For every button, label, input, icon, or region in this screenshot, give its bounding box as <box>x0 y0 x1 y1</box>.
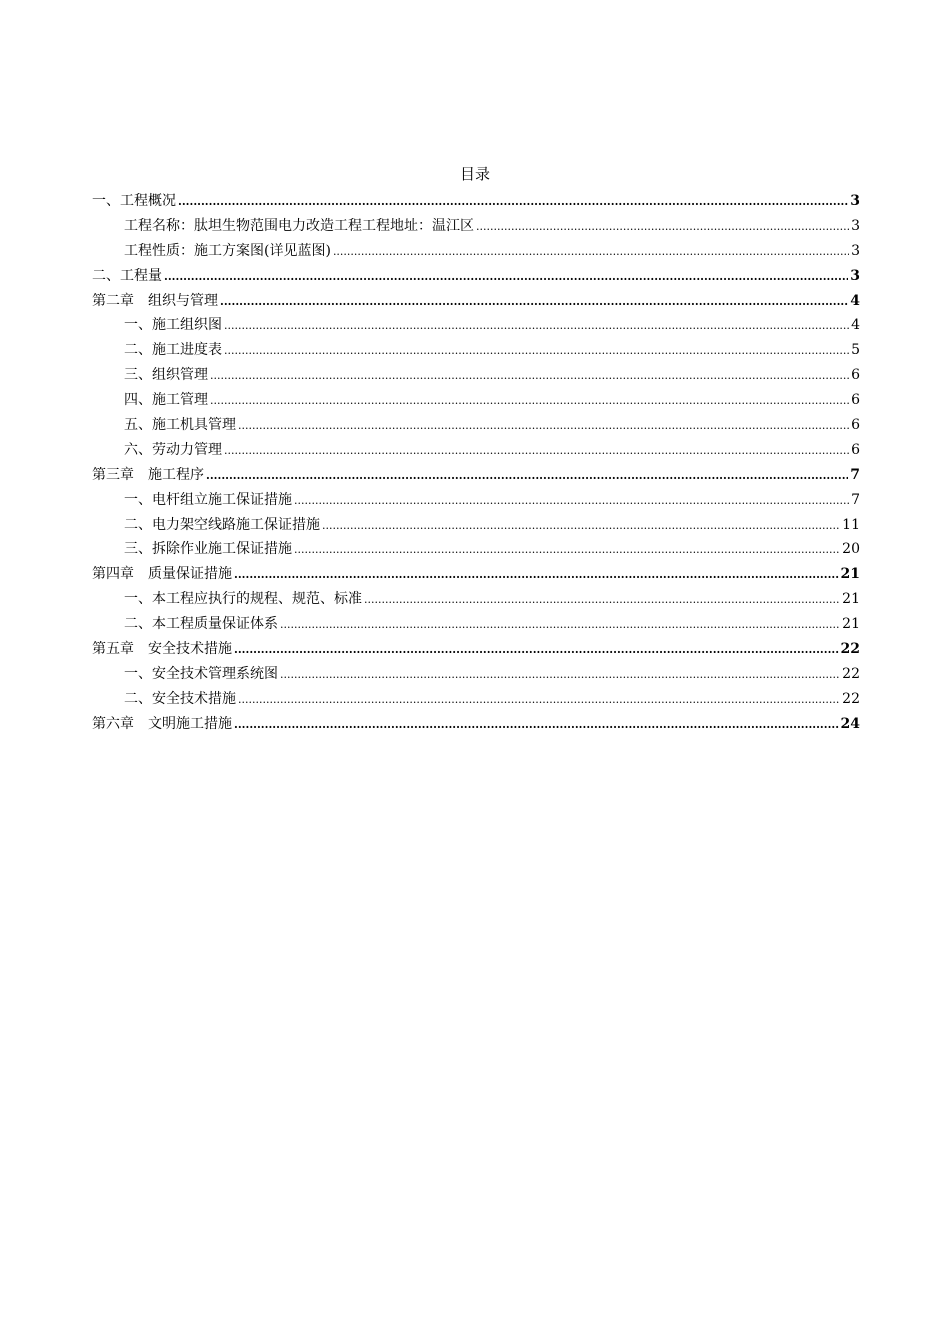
toc-entry-8[interactable] <box>92 363 860 388</box>
table-of-contents <box>92 189 860 737</box>
toc-entry-text: 二、本工程质量保证体系 <box>124 616 278 633</box>
toc-page-number: 3 <box>851 217 860 234</box>
toc-page-number: 11 <box>842 516 860 533</box>
toc-dot-leader <box>224 339 849 364</box>
toc-page-number: 22 <box>842 665 860 682</box>
toc-entry-text: 第六章 文明施工措施 <box>92 715 232 732</box>
toc-entry-11[interactable] <box>92 438 860 463</box>
toc-entry-4[interactable] <box>92 264 860 289</box>
toc-dot-leader <box>234 713 839 738</box>
toc-dot-leader <box>206 464 848 489</box>
toc-entry-text: 三、组织管理 <box>124 367 208 384</box>
toc-page-number: 20 <box>842 541 860 558</box>
toc-dot-leader <box>220 290 848 315</box>
toc-entry-text: 工程名称：肽坦生物范围电力改造工程工程地址：温江区 <box>124 217 474 234</box>
toc-dot-leader <box>294 489 849 514</box>
toc-entry-5[interactable] <box>92 289 860 314</box>
toc-entry-13[interactable] <box>92 488 860 513</box>
toc-entry-text: 工程性质：施工方案图(详见蓝图) <box>124 242 331 259</box>
toc-entry-text: 四、施工管理 <box>124 392 208 409</box>
toc-page-number: 6 <box>851 417 860 434</box>
toc-page-number: 3 <box>850 267 860 284</box>
toc-entry-text: 第三章 施工程序 <box>92 466 204 483</box>
toc-entry-text: 六、劳动力管理 <box>124 441 222 458</box>
toc-dot-leader <box>294 538 840 563</box>
toc-entry-3[interactable] <box>92 239 860 264</box>
toc-entry-text: 一、工程概况 <box>92 193 176 209</box>
toc-dot-leader <box>210 364 849 389</box>
toc-entry-12[interactable] <box>92 463 860 488</box>
toc-entry-21[interactable] <box>92 687 860 712</box>
toc-dot-leader <box>322 514 840 539</box>
toc-entry-text: 三、拆除作业施工保证措施 <box>124 541 292 558</box>
toc-dot-leader <box>178 190 848 215</box>
toc-page-number: 6 <box>851 392 860 409</box>
toc-page-number: 21 <box>842 591 860 608</box>
toc-page-number: 21 <box>840 566 860 583</box>
toc-page-number: 22 <box>840 641 860 658</box>
toc-entry-text: 一、施工组织图 <box>124 317 222 334</box>
toc-page-number: 5 <box>851 342 860 359</box>
toc-page-number: 4 <box>851 317 860 334</box>
toc-dot-leader <box>476 215 849 240</box>
toc-dot-leader <box>280 663 840 688</box>
toc-dot-leader <box>234 563 839 588</box>
toc-entry-15[interactable] <box>92 537 860 562</box>
toc-entry-10[interactable] <box>92 413 860 438</box>
toc-entry-text: 第四章 质量保证措施 <box>92 566 232 583</box>
toc-entry-text: 二、施工进度表 <box>124 342 222 359</box>
toc-entry-6[interactable] <box>92 313 860 338</box>
toc-entry-1[interactable] <box>92 189 860 214</box>
toc-page-number: 3 <box>851 242 860 259</box>
toc-page-number: 22 <box>842 690 860 707</box>
toc-entry-9[interactable] <box>92 388 860 413</box>
toc-page-number: 4 <box>850 292 860 309</box>
toc-entry-22[interactable] <box>92 712 860 737</box>
toc-entry-17[interactable] <box>92 587 860 612</box>
toc-page-number: 21 <box>842 616 860 633</box>
toc-dot-leader <box>238 414 849 439</box>
toc-dot-leader <box>234 638 839 663</box>
toc-dot-leader <box>333 240 849 265</box>
toc-dot-leader <box>364 588 840 613</box>
toc-page-number: 3 <box>850 193 860 209</box>
toc-entry-text: 一、电杆组立施工保证措施 <box>124 491 292 508</box>
toc-page-number: 6 <box>851 367 860 384</box>
toc-dot-leader <box>210 389 849 414</box>
toc-entry-2[interactable] <box>92 214 860 239</box>
toc-entry-text: 第二章 组织与管理 <box>92 292 218 309</box>
toc-page-number: 7 <box>850 466 860 483</box>
toc-page-number: 6 <box>851 441 860 458</box>
toc-dot-leader <box>224 314 849 339</box>
toc-entry-text: 二、电力架空线路施工保证措施 <box>124 516 320 533</box>
toc-page-number: 24 <box>840 715 860 732</box>
toc-entry-text: 二、安全技术措施 <box>124 690 236 707</box>
toc-entry-20[interactable] <box>92 662 860 687</box>
toc-entry-text: 一、安全技术管理系统图 <box>124 665 278 682</box>
toc-entry-text: 第五章 安全技术措施 <box>92 641 232 658</box>
toc-entry-18[interactable] <box>92 612 860 637</box>
toc-title: 目录 <box>459 165 490 183</box>
toc-entry-16[interactable] <box>92 562 860 587</box>
toc-dot-leader <box>164 265 848 290</box>
toc-entry-14[interactable] <box>92 513 860 538</box>
toc-dot-leader <box>280 613 840 638</box>
toc-page-number: 7 <box>851 491 860 508</box>
toc-entry-text: 一、本工程应执行的规程、规范、标准 <box>124 591 362 608</box>
toc-entry-text: 五、施工机具管理 <box>124 417 236 434</box>
toc-dot-leader <box>238 688 840 713</box>
toc-dot-leader <box>224 439 849 464</box>
toc-entry-7[interactable] <box>92 338 860 363</box>
toc-entry-19[interactable] <box>92 637 860 662</box>
toc-entry-text: 二、工程量 <box>92 267 162 284</box>
